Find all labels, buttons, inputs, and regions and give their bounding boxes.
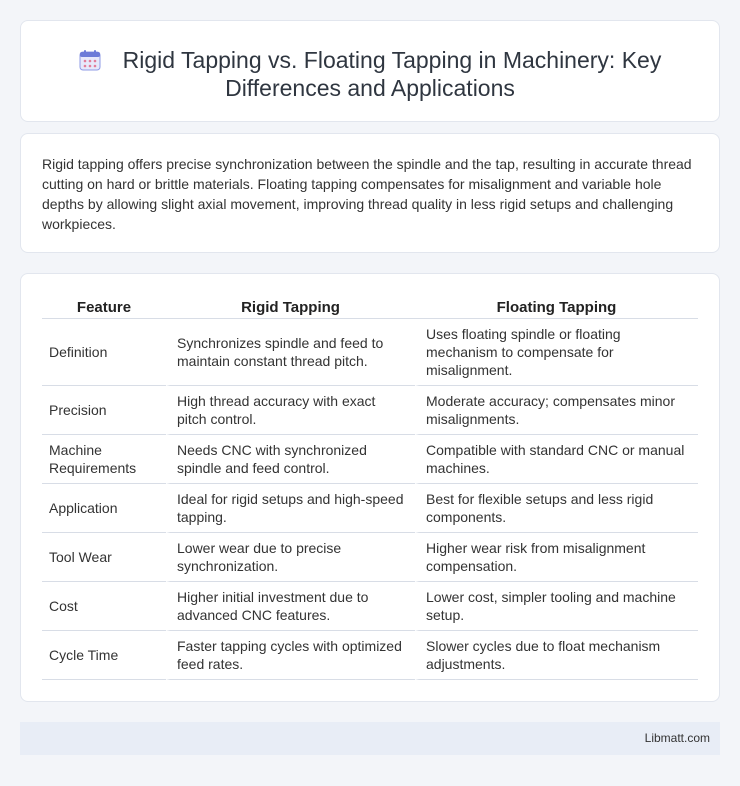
title-card <box>20 20 720 122</box>
feature-cell: Tool Wear <box>42 533 166 582</box>
feature-cell: Cost <box>42 582 166 631</box>
floating-cell: Lower cost, simpler tooling and machine setup. <box>415 582 698 631</box>
rigid-cell: Higher initial investment due to advanced CNC features. <box>166 582 415 631</box>
rigid-cell: Synchronizes spindle and feed to maintain constant thread pitch. <box>166 319 415 386</box>
feature-cell: Definition <box>42 319 166 386</box>
comparison-table <box>42 297 698 680</box>
page-title-wrap <box>21 46 719 102</box>
table-card <box>20 273 720 702</box>
rigid-cell: Needs CNC with synchronized spindle and feed control. <box>166 435 415 484</box>
floating-cell: Slower cycles due to float mechanism adjustments. <box>415 631 698 680</box>
table-row <box>42 435 698 484</box>
rigid-cell: High thread accuracy with exact pitch control. <box>166 386 415 435</box>
table-row <box>42 484 698 533</box>
rigid-cell: Faster tapping cycles with optimized feed rates. <box>166 631 415 680</box>
feature-cell: Precision <box>42 386 166 435</box>
header-feature: Feature <box>42 297 166 319</box>
rigid-cell: Ideal for rigid setups and high-speed tapping. <box>166 484 415 533</box>
feature-cell: Cycle Time <box>42 631 166 680</box>
header-rigid-tapping: Rigid Tapping <box>166 297 415 319</box>
table-row <box>42 386 698 435</box>
floating-cell: Compatible with standard CNC or manual machines. <box>415 435 698 484</box>
rigid-cell: Lower wear due to precise synchronization. <box>166 533 415 582</box>
feature-cell: Machine Requirements <box>42 435 166 484</box>
intro-card <box>20 133 720 253</box>
footer-bar <box>20 722 720 755</box>
footer-source-link[interactable]: Libmatt.com <box>644 731 710 745</box>
calendar-icon <box>79 49 101 71</box>
table-row <box>42 582 698 631</box>
header-floating-tapping: Floating Tapping <box>415 297 698 319</box>
floating-cell: Uses floating spindle or floating mechanism to compensate for misalignment. <box>415 319 698 386</box>
table-header-row <box>42 297 698 319</box>
table-row <box>42 631 698 680</box>
table-row <box>42 533 698 582</box>
floating-cell: Best for flexible setups and less rigid components. <box>415 484 698 533</box>
intro-paragraph: Rigid tapping offers precise synchronization between the spindle and the tap, resulting in accurate thread cutting on hard or brittle materials. Floating tapping compensates for misalignment and variable hole depths by allowing slight axial movement, improving thread quality in less rigid setups and challenging workpieces. <box>42 156 692 232</box>
page-title: Rigid Tapping vs. Floating Tapping in Machinery: Key Differences and Applications <box>122 47 662 101</box>
floating-cell: Higher wear risk from misalignment compensation. <box>415 533 698 582</box>
table-row <box>42 319 698 386</box>
feature-cell: Application <box>42 484 166 533</box>
floating-cell: Moderate accuracy; compensates minor misalignments. <box>415 386 698 435</box>
